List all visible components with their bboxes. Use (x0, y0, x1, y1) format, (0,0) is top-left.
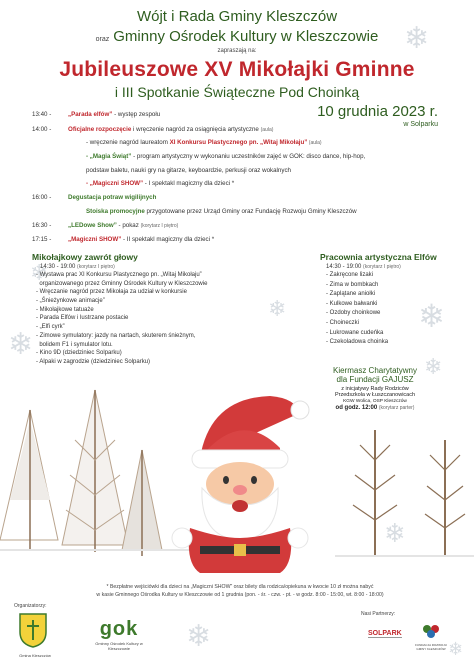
schedule-text: - II spektakl magiczny dla dzieci * (121, 236, 215, 243)
schedule-location: (korytarz I piętro) (140, 223, 179, 229)
page-subtitle: i III Spotkanie Świąteczne Pod Choinką (114, 84, 360, 100)
list-item: - Wręczanie nagród przez Mikołaja za udział w konkursie (36, 289, 187, 296)
gok-logo: gok Gminny Ośrodek Kultury w Kleszczowie (95, 618, 143, 651)
schedule-row (50, 153, 365, 161)
list-item: - Kulkowe bałwanki (326, 300, 378, 307)
list-item: - Kino 9D (dziedziniec Solparku) (36, 350, 122, 357)
charity-box (300, 366, 450, 411)
schedule-row (32, 236, 214, 244)
schedule-highlight: „Magiczni SHOW” (68, 236, 122, 243)
solpark-logo: SOLPARK (368, 630, 402, 637)
schedule-text: przygotowane przez Urząd Gminy oraz Fundację Rozwoju Gminy Kleszczów (144, 208, 357, 215)
schedule-time: 16:00 - (32, 194, 52, 201)
page-title: Jubileuszowe XV Mikołajki Gminne (59, 58, 415, 81)
invite-text: zapraszają na: (217, 48, 257, 54)
snowflake-icon: ❄ (448, 639, 464, 659)
left-column-title: Mikołajkowy zawrót głowy (32, 252, 138, 262)
schedule-location: (aula) (307, 140, 322, 146)
left-column-list (36, 271, 272, 367)
right-column (320, 252, 460, 348)
list-item: - Zakręcone lizaki (326, 272, 374, 278)
schedule-time: 13:40 - (32, 111, 52, 118)
schedule-highlight: - „Magia Świąt” (86, 153, 132, 160)
schedule-highlight: „Parada elfów” (68, 111, 113, 118)
fundacja-emblem-icon (422, 624, 440, 638)
schedule-time: 14:00 - (32, 126, 52, 133)
schedule-row (50, 139, 322, 147)
event-place: w Solparku (403, 121, 438, 128)
schedule-highlight: Stoiska promocyjne (86, 208, 145, 215)
fundacja-logo: FUNDACJA ROZWOJU GMINY KLESZCZÓW (414, 624, 448, 651)
schedule-time: 17:15 - (32, 236, 52, 243)
list-item: - Czekoladowa choinka (326, 339, 389, 346)
schedule-row (50, 208, 357, 216)
schedule-row (32, 111, 160, 119)
list-item: - Parada Elfów i lustrzane postacie (36, 315, 129, 322)
schedule-text: i wręczenie nagród za osiągnięcia artystyczne (131, 126, 261, 133)
left-column (32, 252, 272, 367)
right-column-time: 14:30 - 19:00 (korytarz I piętro) (326, 264, 401, 270)
organizer-line: Wójt i Rada Gminy Kleszczów (136, 8, 338, 25)
organizers-label: Organizatorzy: (14, 603, 47, 609)
partners-label: Nasi Partnerzy: (361, 611, 396, 617)
left-column-time: 14:30 - 19:00 (korytarz I piętro) (40, 264, 115, 270)
schedule-text: - I spektakl magiczny dla dzieci * (143, 180, 235, 187)
list-item: - Lukrowane cudeńka (326, 329, 384, 336)
schedule-highlight: Oficjalne rozpoczęcie (68, 126, 132, 133)
schedule-highlight: XI Konkursu Plastycznego pn. „Witaj Mikołaju” (169, 139, 308, 146)
schedule-row (32, 126, 273, 134)
snowflake-icon: ❄ (268, 296, 287, 321)
winter-trees-right (335, 420, 474, 560)
ticket-note: * Bezpłatne wejściówki dla dzieci na „Magiczni SHOW” oraz bilety dla rodzica/opiekuna w kwocie 10 zł można nabyć w kasie Gminnego Ośrodka Kultury w Kleszczowie od 1 grudnia (pon. - śr. - czw. - pt. - w godz. 8:00 - 15:00, wt. 8:00 - 18:00) (96, 584, 384, 598)
schedule-row (32, 194, 156, 202)
organizer-line-2: oraz Gminny Ośrodek Kultury w Kleszczowie (95, 28, 379, 45)
schedule-time: 16:30 - (32, 222, 52, 229)
snowflake-icon: ❄ (418, 298, 445, 334)
schedule-highlight: „LEDowe Show” (68, 222, 117, 229)
snowflake-icon: ❄ (186, 620, 212, 653)
list-item: bolidem F1 i symulator lotu. (36, 341, 113, 348)
event-date: 10 grudnia 2023 r. (317, 103, 438, 120)
list-item: - Mikołajkowe tatuaże (36, 306, 94, 313)
list-item: - Zima w bombkach (326, 281, 379, 288)
snowflake-icon: ❄ (424, 354, 443, 379)
list-item: - Ozdoby choinkowe (326, 310, 381, 317)
list-item: - Wystawa prac XI Konkursu Plastycznego pn. „Witaj Mikołaju” (36, 272, 202, 278)
list-item: - Alpaki w zagrodzie (dziedziniec Solparku) (36, 358, 151, 365)
schedule-text: - pokaz (116, 222, 141, 229)
schedule-highlight: Degustacja potraw wigilijnych (68, 194, 157, 201)
schedule-row (50, 167, 291, 175)
snowflake-icon: ❄ (384, 518, 406, 548)
charity-title: Kiermasz Charytatywny (332, 366, 418, 375)
list-item: - Choineczki (326, 319, 360, 326)
list-item: - Zaplątane aniołki (326, 291, 376, 298)
gmina-logo: Gmina Kleszczów (18, 612, 52, 658)
schedule-location: (aula) (260, 127, 274, 133)
charity-initiative: z inicjatywy Rady Rodziców (341, 386, 409, 392)
gmina-crest-icon (18, 612, 48, 648)
right-column-list (326, 271, 460, 348)
charity-time: od godz. 12:00 (korytarz parter) (335, 405, 415, 411)
schedule-text: podstaw baletu, nauki gry na gitarze, keyboardzie, perkusji oraz wokalnych (86, 167, 291, 174)
snowflake-icon: ❄ (30, 260, 49, 285)
schedule-highlight: - „Magiczni SHOW” (86, 180, 144, 187)
list-item: organizowanego przez Gminny Ośrodek Kultury w Kleszczowie (36, 280, 208, 287)
schedule-text: - wręczenie nagród laureatom (86, 139, 170, 146)
charity-subtitle: dla Fundacji GAJUSZ (336, 375, 414, 384)
schedule-row (32, 222, 178, 230)
list-item: - „Elfi cyrk” (36, 324, 65, 331)
schedule-text: - występ zespołu (112, 111, 161, 118)
list-item: - Zimowe symulatory: jazdy na nartach, skuterem śnieżnym, (36, 332, 196, 339)
snowflake-icon: ❄ (404, 22, 430, 55)
charity-partners: KGW Wolica, OSP Kleszczów (343, 399, 407, 404)
snowflake-icon: ❄ (8, 328, 34, 361)
schedule-text: - program artystyczny w wykonaniu uczestników zajęć w GOK: disco dance, hip-hop, (131, 153, 366, 160)
list-item: - „Śnieżynkowe animacje” (36, 298, 105, 305)
right-column-title: Pracownia artystyczna Elfów (320, 252, 437, 262)
santa-claus-illustration (160, 388, 320, 573)
charity-kindergarten: Przedszkola w Łuszczanowicach (334, 392, 416, 398)
schedule-row (50, 180, 234, 188)
